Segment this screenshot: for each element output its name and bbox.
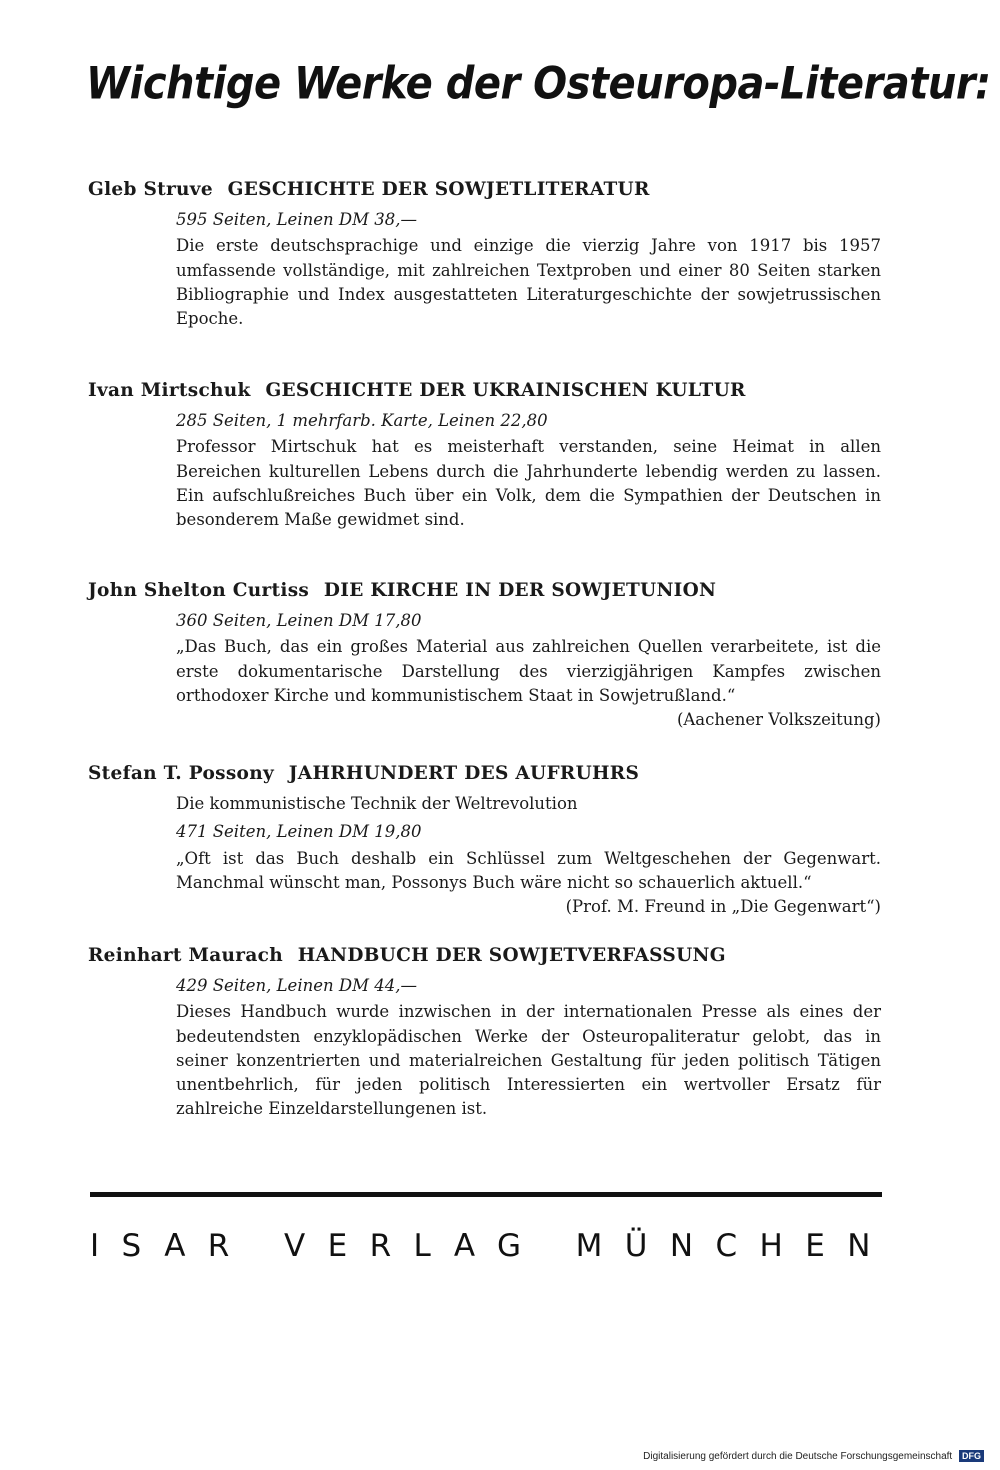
divider-rule (90, 1192, 882, 1197)
credit-text: Digitalisierung gefördert durch die Deutsche Forschungsgemeinschaft (643, 1451, 953, 1462)
footer-credit (643, 1450, 984, 1462)
book-description: Die erste deutschsprachige und einzige die vierzig Jahre von 1917 bis 1957 umfassende vollständige, mit zahlreichen Textproben und einer 80 Seiten starken Bibliographie und Index ausgestatteten Literaturgeschichte der sowjetrussischen Epoche. (176, 236, 881, 329)
book-heading (88, 580, 888, 601)
book-author: Stefan T. Possony (88, 763, 274, 784)
dfg-logo-icon: DFG (959, 1450, 984, 1462)
book-title: HANDBUCH DER SOWJETVERFASSUNG (297, 945, 726, 966)
book-description: „Das Buch, das ein großes Material aus zahlreichen Quellen verarbeitete, ist die erste dokumentarische Darstellung des vierzigjährigen Kampfes zwischen orthodoxer Kirche und kommunistischem Staat in Sowjetrußland.“ (176, 637, 881, 705)
book-meta: 429 Seiten, Leinen DM 44,— (176, 976, 417, 995)
book-heading (88, 763, 888, 784)
book-meta: 360 Seiten, Leinen DM 17,80 (176, 611, 422, 630)
book-heading (88, 945, 888, 966)
book-entry (88, 380, 888, 532)
book-title: GESCHICHTE DER UKRAINISCHEN KULTUR (265, 380, 746, 401)
book-heading (88, 179, 888, 200)
publisher-name: ISAR VERLAG MÜNCHEN (90, 1228, 893, 1264)
book-entry (88, 179, 888, 331)
book-heading (88, 380, 888, 401)
book-source: (Aachener Volkszeitung) (676, 710, 881, 730)
book-description: Dieses Handbuch wurde inzwischen in der internationalen Presse als eines der bedeutendsten enzyklopädischen Werke der Osteuropaliteratur gelobt, das in seiner konzentrierten und materialreichen Gestaltung für jeden politisch Tätigen unentbehrlich, für jeden politisch Interessierten ein wertvoller Ersatz für zahlreiche Einzeldarstellungenen ist. (176, 1002, 881, 1119)
book-entry (88, 580, 888, 732)
book-meta: 471 Seiten, Leinen DM 19,80 (176, 822, 422, 842)
book-title: GESCHICHTE DER SOWJETLITERATUR (227, 179, 650, 200)
book-author: Reinhart Maurach (88, 945, 283, 966)
book-title: JAHRHUNDERT DES AUFRUHRS (288, 763, 640, 784)
book-meta: 595 Seiten, Leinen DM 38,— (176, 210, 417, 229)
book-author: Gleb Struve (88, 179, 213, 200)
page-title: Wichtige Werke der Osteuropa-Literatur: (86, 58, 991, 110)
book-entry (88, 945, 888, 1122)
book-title: DIE KIRCHE IN DER SOWJETUNION (323, 580, 717, 601)
book-entry (88, 763, 888, 919)
book-meta: 285 Seiten, 1 mehrfarb. Karte, Leinen 22,80 (176, 411, 548, 430)
book-description: „Oft ist das Buch deshalb ein Schlüssel zum Weltgeschehen der Gegenwart. Manchmal wünscht man, Possonys Buch wäre nicht so schauerlich aktuell.“ (176, 848, 881, 892)
book-subtitle: Die kommunistische Technik der Weltrevolution (176, 794, 578, 813)
book-author: John Shelton Curtiss (88, 580, 310, 601)
book-source: (Prof. M. Freund in „Die Gegenwart“) (565, 897, 881, 917)
book-description: Professor Mirtschuk hat es meisterhaft verstanden, seine Heimat in allen Bereichen kulturellen Lebens durch die Jahrhunderte lebendig werden zu lassen. Ein aufschlußreiches Buch über ein Volk, dem die Sympathien der Deutschen in besonderem Maße gewidmet sind. (176, 437, 881, 530)
book-author: Ivan Mirtschuk (88, 380, 251, 401)
